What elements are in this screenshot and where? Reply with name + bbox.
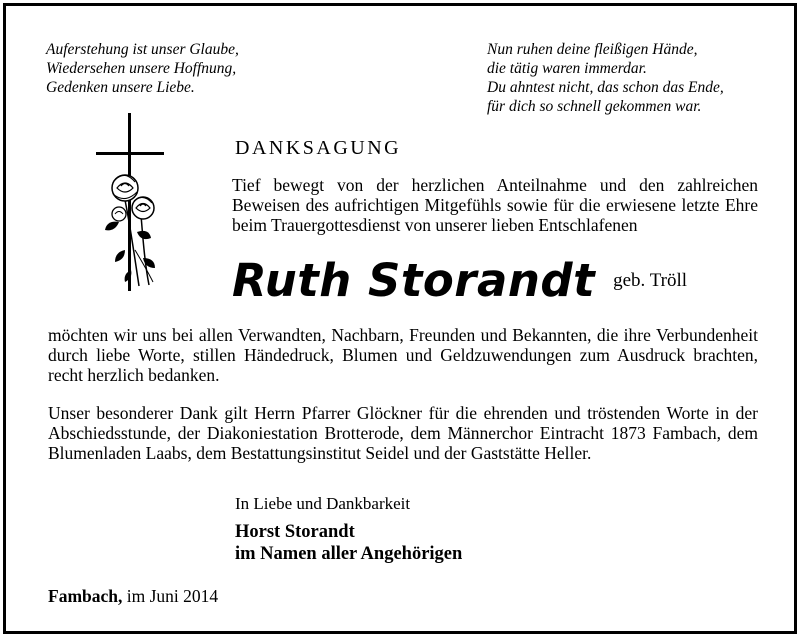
special-thanks-paragraph: Unser besonderer Dank gilt Herrn Pfarrer Glöckner für die ehrenden und tröstenden Worte in der Abschiedsstunde, der Diakoniestation Brotterode, dem Männerchor Eintracht 1873 Fambach, dem Blumenladen Laabs, dem Bestattungsinstitut Seidel und der Gaststätte Heller. [48,403,758,463]
obituary-card [3,3,797,634]
thanks-paragraph: möchten wir uns bei allen Verwandten, Nachbarn, Freunden und Bekannten, die ihre Verbundenheit durch liebe Worte, stillen Händedruck, Blumen und Geldzuwendungen zum Ausdruck brachten, recht herzlich bedanken. [48,325,758,385]
poem-right [487,40,724,116]
poem-line: Auferstehung ist unser Glaube, [46,41,239,58]
intro-paragraph: Tief bewegt von der herzlichen Anteilnahme und den zahlreichen Beweisen des aufrichtigen Mitgefühls sowie für die erwiesene letzte Ehre beim Trauergottesdienst von unserer lieben Entschlafenen [232,175,758,235]
cross-with-roses-icon [91,110,171,300]
place-date-text: im Juni 2014 [126,586,219,606]
deceased-name-line [232,254,687,307]
signer-block [235,521,462,565]
poem-line: die tätig waren immerdar. [487,60,647,77]
poem-line: Nun ruhen deine fleißigen Hände, [487,41,698,58]
deceased-name: Ruth Storandt [232,254,596,307]
poem-line: Gedenken unsere Liebe. [46,79,195,96]
maiden-name: geb. Tröll [613,270,688,291]
poem-line: für dich so schnell gekommen war. [487,98,702,115]
closing-phrase: In Liebe und Dankbarkeit [235,494,411,513]
poem-line: Du ahntest nicht, das schon das Ende, [487,79,724,96]
place-town: Fambach, [48,586,123,606]
poem-left [46,40,239,97]
heading: DANKSAGUNG [235,137,402,159]
signer-relation: im Namen aller Angehörigen [235,544,463,564]
intro-text [232,175,758,235]
signer-name: Horst Storandt [235,522,355,542]
place-date [48,586,218,607]
poem-line: Wiedersehen unsere Hoffnung, [46,60,237,77]
